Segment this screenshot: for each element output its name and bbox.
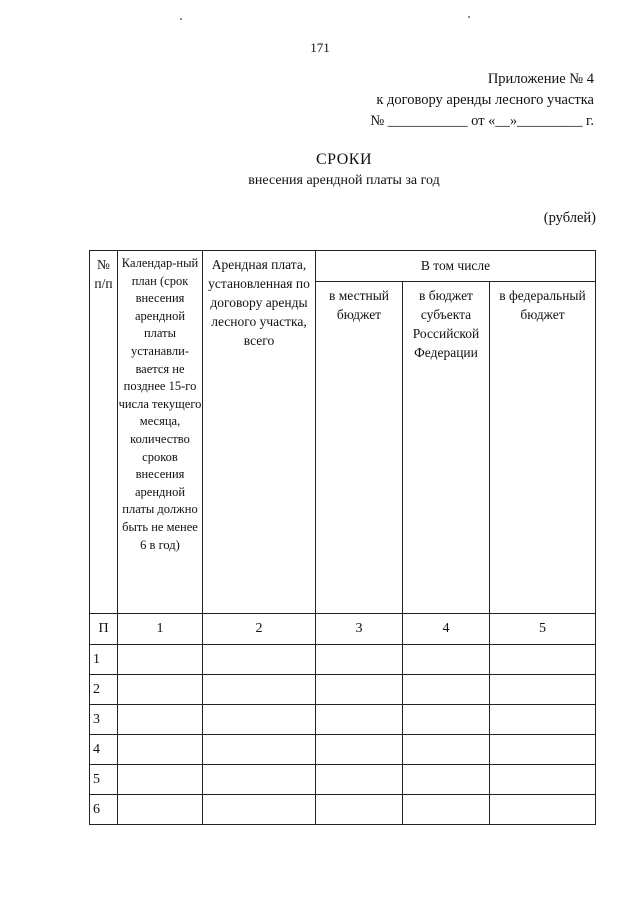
table-cell — [403, 735, 490, 765]
currency-note: (рублей) — [543, 210, 596, 226]
table-cell — [118, 675, 203, 705]
header-row-number: № п/п — [90, 251, 118, 614]
column-number: П — [90, 614, 118, 645]
row-number: 2 — [90, 675, 118, 705]
table-cell — [203, 705, 316, 735]
table-cell — [203, 765, 316, 795]
table-cell — [316, 705, 403, 735]
column-number: 1 — [118, 614, 203, 645]
table-cell — [490, 705, 596, 735]
table-row — [90, 675, 596, 705]
payment-schedule-table — [89, 250, 596, 825]
table-cell — [490, 735, 596, 765]
scan-speck — [468, 16, 470, 18]
header-regional-budget: в бюджет субъекта Российской Федерации — [403, 282, 490, 614]
appendix-contract-ref: к договору аренды лесного участка — [376, 92, 594, 108]
table-row — [90, 645, 596, 675]
table-row — [90, 735, 596, 765]
header-schedule: Календар-ный план (срок внесения арендной платы устанавли-вается не позднее 15-го числа текущего месяца, количество сроков внесения арендной платы должно быть не менее 6 в год) — [118, 251, 203, 614]
table-cell — [203, 735, 316, 765]
header-row — [90, 251, 596, 282]
document-subtitle: внесения арендной платы за год — [248, 173, 440, 188]
table-cell — [316, 765, 403, 795]
table-cell — [403, 675, 490, 705]
header-federal-budget: в федеральный бюджет — [490, 282, 596, 614]
table-row — [90, 765, 596, 795]
appendix-title: Приложение № 4 — [487, 71, 594, 87]
scan-speck — [180, 18, 182, 20]
table-cell — [316, 735, 403, 765]
page-number: 171 — [310, 40, 330, 55]
table-cell — [118, 645, 203, 675]
table-cell — [118, 705, 203, 735]
row-number: 6 — [90, 795, 118, 825]
document-title: СРОКИ — [315, 151, 373, 168]
table-cell — [490, 675, 596, 705]
table-row — [90, 795, 596, 825]
table-cell — [203, 675, 316, 705]
table-cell — [203, 645, 316, 675]
row-number: 1 — [90, 645, 118, 675]
table-cell — [316, 645, 403, 675]
table-cell — [403, 705, 490, 735]
table-cell — [118, 735, 203, 765]
table-cell — [403, 765, 490, 795]
header-total-rent: Арендная плата, установленная по договору аренды лесного участка, всего — [203, 251, 316, 614]
table-cell — [118, 765, 203, 795]
table-cell — [316, 675, 403, 705]
table-cell — [203, 795, 316, 825]
column-number: 2 — [203, 614, 316, 645]
table-cell — [490, 645, 596, 675]
header-including: В том числе — [316, 251, 596, 282]
row-number: 4 — [90, 735, 118, 765]
row-number: 3 — [90, 705, 118, 735]
column-number-row — [90, 614, 596, 645]
row-number: 5 — [90, 765, 118, 795]
table-cell — [490, 765, 596, 795]
table-cell — [118, 795, 203, 825]
table-cell — [403, 645, 490, 675]
table-cell — [316, 795, 403, 825]
appendix-contract-number: № ___________ от «__»_________ г. — [370, 113, 594, 129]
column-number: 4 — [403, 614, 490, 645]
column-number: 5 — [490, 614, 596, 645]
table-cell — [490, 795, 596, 825]
table-row — [90, 705, 596, 735]
header-local-budget: в местный бюджет — [316, 282, 403, 614]
table-cell — [403, 795, 490, 825]
column-number: 3 — [316, 614, 403, 645]
